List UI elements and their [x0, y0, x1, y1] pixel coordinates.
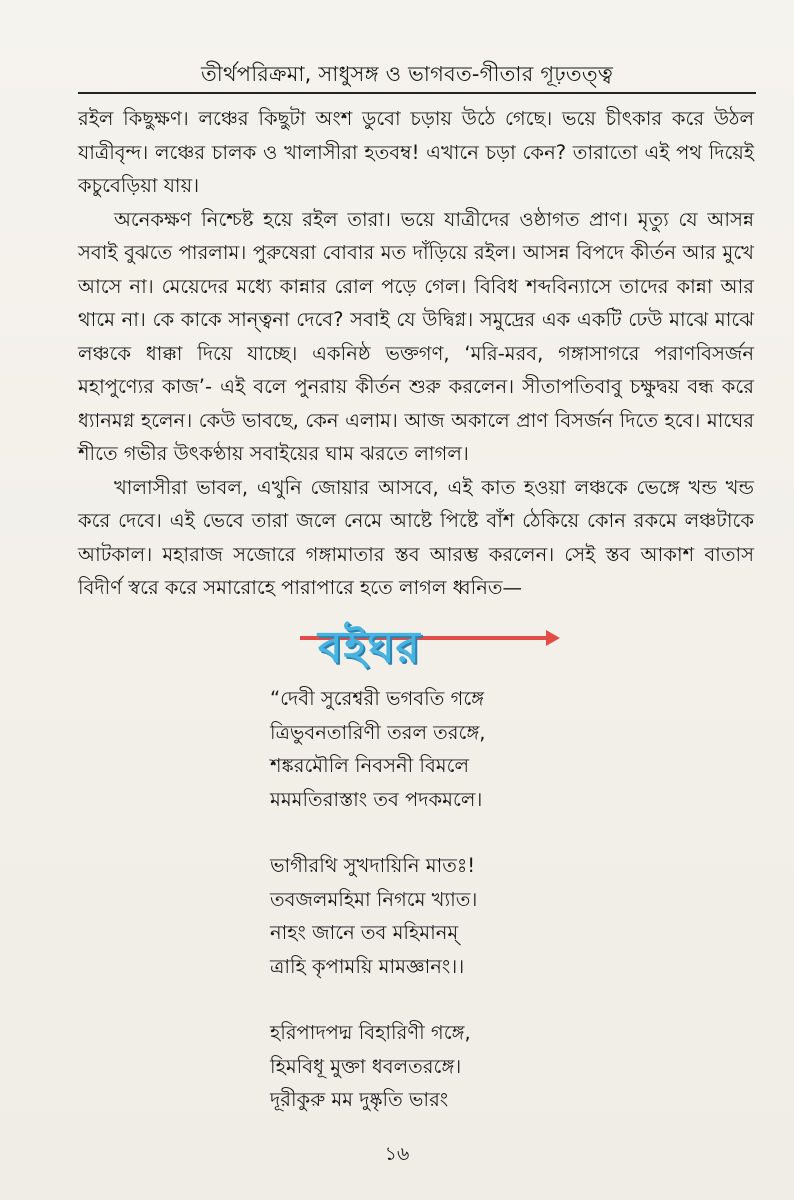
paragraph: খালাসীরা ভাবল, এখুনি জোয়ার আসবে, এই কাত হওয়া লঞ্চকে ভেঙ্গে খন্ড খন্ড করে দেবে। এই ভেবে তারা জলে নেমে আষ্টে পিষ্টে বাঁশ ঠেকিয়ে কোন রকমে লঞ্চটাকে আটকাল। মহারাজ সজোরে গঙ্গামাতার স্তব আরম্ভ করলেন। সেই স্তব আকাশ বাতাস বিদীর্ণ স্বরে করে সমারোহে পারাপারে হতে লাগল ধ্বনিত— — [78, 475, 754, 599]
verse-line: ভাগীরথি সুখদায়িনি মাতঃ! — [270, 854, 476, 877]
watermark-text: বইঘর — [318, 622, 421, 673]
paragraph: অনেকক্ষণ নিশ্চেষ্ট হয়ে রইল তারা। ভয়ে যাত্রীদের ওষ্ঠাগত প্রাণ। মৃত্যু যে আসন্ন সবাই বুঝতে পারলাম। পুরুষেরা বোবার মত দাঁড়িয়ে রইল। আসন্ন বিপদে কীর্তন আর মুখে আসে না। মেয়েদের মধ্যে কান্নার রোল পড়ে গেল। বিবিধ শব্দবিন্যাসে তাদের কান্না আর থামে না। কে কাকে সান্ত্বনা দেবে? সবাই যে উদ্বিগ্ন। সমুদ্রের এক একটি ঢেউ মাঝে মাঝে লঞ্চকে ধাক্কা দিয়ে যাচ্ছে। একনিষ্ঠ ভক্তগণ, ‘মরি-মরব, গঙ্গাসাগরে পরাণবিসর্জন মহাপুণ্যের কাজ’- এই বলে পুনরায় কীর্তন শুরু করলেন। সীতাপতিবাবু চক্ষুদ্বয় বন্ধ করে ধ্যানমগ্ন হলেন। কেউ ভাবছে, কেন এলাম। আজ অকালে প্রাণ বিসর্জন দিতে হবে। মাঘের শীতে গভীর উৎকণ্ঠায় সবাইয়ের ঘাম ঝরতে লাগল। — [78, 207, 754, 465]
verse-line: দূরীকুরু মম দুষ্কৃতি ভারং — [270, 1088, 449, 1111]
page-number: ১৬ — [384, 1143, 410, 1165]
header-rule — [78, 92, 756, 94]
verse-line: নাহং জানে তব মহিমানম্ — [270, 921, 459, 944]
verse-line: হিমবিধূ মুক্তা ধবলতরঙ্গে। — [270, 1054, 462, 1078]
verse-stanza — [270, 682, 486, 816]
verse-line: হরিপাদপদ্ম বিহারিণী গঙ্গে, — [270, 1021, 471, 1044]
verse-line: শঙ্করমৌলি নিবসনী বিমলে — [270, 754, 470, 777]
running-title: তীর্থপরিক্রমা, সাধুসঙ্গ ও ভাগবত-গীতার গূঢ়তত্ত্ব — [200, 62, 613, 86]
verse-stanza — [270, 849, 486, 983]
verse-block — [270, 682, 486, 1150]
verse-line: তবজলমহিমা নিগমে খ্যাত। — [270, 887, 478, 911]
paragraph: রইল কিছুক্ষণ। লঞ্চের কিছুটা অংশ ডুবো চড়ায় উঠে গেছে। ভয়ে চীৎকার করে উঠল যাত্রীবৃন্দ। লঞ্চের চালক ও খালাসীরা হতবম্ব! এখানে চড়া কেন? তারাতো এই পথ দিয়েই কচুবেড়িয়া যায়। — [78, 107, 754, 197]
verse-line: ত্রিভুবনতারিণী তরল তরঙ্গে, — [270, 720, 486, 744]
verse-line: মমমতিরাস্তাং তব পদকমলে। — [270, 787, 483, 811]
verse-line: “দেবী সুরেশ্বরী ভগবতি গঙ্গে — [270, 687, 485, 710]
body-text — [78, 102, 754, 605]
verse-stanza — [270, 1016, 486, 1117]
watermark-logo — [300, 610, 550, 673]
verse-line: ত্রাহি কৃপাময়ি মামজ্ঞানং।। — [270, 954, 465, 978]
